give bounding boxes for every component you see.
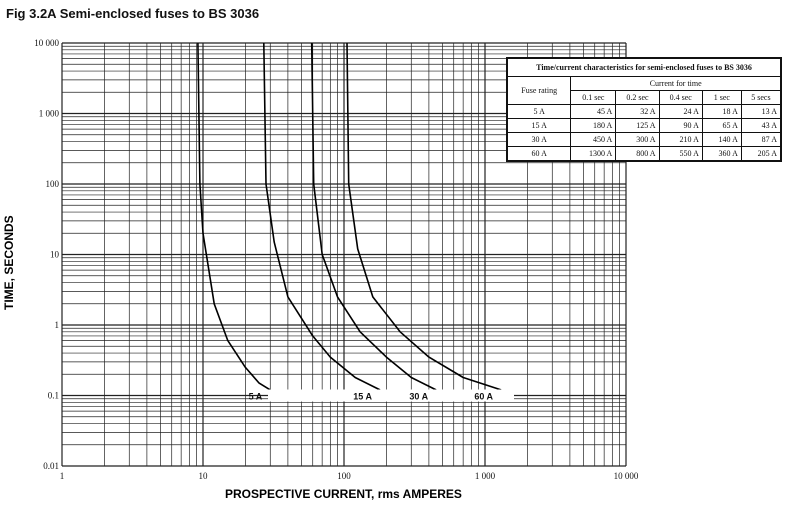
table-cell: 800 A (616, 147, 659, 161)
table-cell: 1300 A (571, 147, 616, 161)
fuse-curves (198, 43, 501, 390)
table-column-header: 5 secs (741, 91, 780, 105)
table-cell-rating: 60 A (508, 147, 571, 161)
table-header-rating: Fuse rating (508, 77, 571, 105)
table-cell: 32 A (616, 105, 659, 119)
table-cell: 90 A (659, 119, 702, 133)
table-row (508, 105, 781, 119)
table-cell: 205 A (741, 147, 780, 161)
table-cell: 140 A (702, 133, 741, 147)
table-cell: 87 A (741, 133, 780, 147)
table-column-header: 1 sec (702, 91, 741, 105)
table-column-header: 0.2 sec (616, 91, 659, 105)
y-tick-label: 10 (50, 249, 59, 260)
x-tick-label: 100 (337, 471, 351, 481)
table-cell: 360 A (702, 147, 741, 161)
table-row (508, 133, 781, 147)
curve-label-2: 15 A (353, 391, 372, 402)
table-cell: 300 A (616, 133, 659, 147)
table-cell: 13 A (741, 105, 780, 119)
table-cell: 125 A (616, 119, 659, 133)
table-caption: Time/current characteristics for semi-enclosed fuses to BS 3036 (508, 59, 781, 77)
y-axis-label: TIME, SECONDS (2, 215, 16, 310)
table-row (508, 119, 781, 133)
x-axis-label: PROSPECTIVE CURRENT, rms AMPERES (225, 487, 462, 501)
table-cell: 45 A (571, 105, 616, 119)
y-tick-label: 0.01 (43, 461, 59, 471)
table-cell: 18 A (702, 105, 741, 119)
curve-label-3: 30 A (409, 391, 429, 402)
fuse-curve-4 (347, 43, 501, 390)
table-cell: 24 A (659, 105, 702, 119)
table-cell-rating: 30 A (508, 133, 571, 147)
x-tick-label: 1 000 (474, 471, 496, 481)
y-tick-label: 1 (54, 320, 59, 330)
table-header-group: Current for time (571, 77, 781, 91)
y-tick-label: 10 000 (34, 38, 59, 48)
table-cell: 43 A (741, 119, 780, 133)
table-row (508, 147, 781, 161)
table-cell-rating: 5 A (508, 105, 571, 119)
curve-labels (249, 390, 514, 402)
fuse-characteristics-table (506, 57, 782, 162)
y-tick-label: 1 000 (38, 108, 59, 119)
y-tick-label: 0.1 (47, 390, 59, 401)
table-body (508, 105, 781, 161)
figure-title: Fig 3.2A Semi-enclosed fuses to BS 3036 (6, 6, 260, 21)
y-tick-label: 100 (45, 179, 59, 189)
table-cell: 450 A (571, 133, 616, 147)
table-column-header: 0.1 sec (571, 91, 616, 105)
table-cell: 180 A (571, 119, 616, 133)
x-tick-label: 1 (59, 471, 65, 481)
table-cell-rating: 15 A (508, 119, 571, 133)
x-tick-label: 10 (198, 471, 208, 481)
table-cell: 65 A (702, 119, 741, 133)
table-cell: 550 A (659, 147, 702, 161)
curve-label-1: 5 A (248, 391, 263, 402)
table-column-header: 0.4 sec (659, 91, 702, 105)
table-cell: 210 A (659, 133, 702, 147)
curve-label-4: 60 A (474, 391, 494, 402)
x-tick-label: 10 000 (613, 471, 639, 481)
fuse-curve-1 (198, 43, 270, 390)
